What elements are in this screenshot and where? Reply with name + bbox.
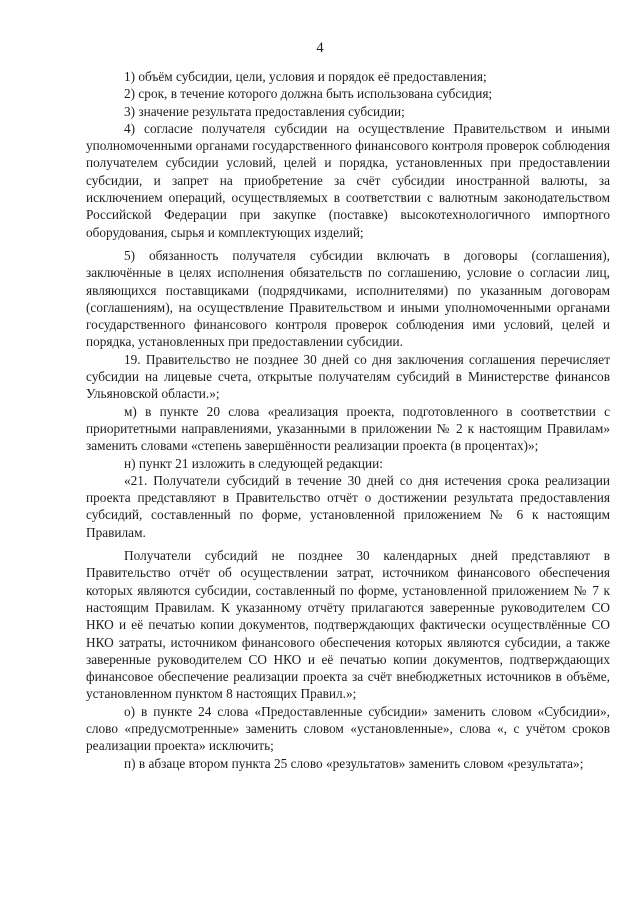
page-number: 4 [316,40,324,56]
paragraph-item-3: 3) значение результата предоставления субсидии; [124,103,405,119]
paragraph-point-21: «21. Получатели субсидий в течение 30 дней со дня истечения срока реализации проекта представляют в Правительство отчёт о достижении результата предоставления субсидий, составленный по форме, установленной приложением № 6 к настоящим Правилам. [86,472,610,540]
paragraph-subitem-m: м) в пункте 20 слова «реализация проекта, подготовленного в соответствии с приоритетными направлениями, указанными в приложении № 2 к настоящим Правилам» заменить словами «степень завершённости реализации проекта (в процентах)»; [86,403,610,454]
paragraph-point-21-part-2: Получатели субсидий не позднее 30 календарных дней представляют в Правительство отчёт об осуществлении затрат, источником финансового обеспечения которых являются субсидии, составленный по форме, установленной приложением № 7 к настоящим Правилам. К указанному отчёту прилагаются заверенные руководителем СО НКО и её печатью копии документов, подтверждающих фактически осуществлённые СО НКО затраты, источником финансового обеспечения которых являются субсидии, а также заверенные руководителем СО НКО и её печатью копии документов, подтверждающих финансовое обеспечение реализации проекта за счёт внебюджетных источников в объёме, установленном пунктом 8 настоящих Правил.»; [86,548,610,702]
paragraph-subitem-p: п) в абзаце втором пункта 25 слово «результатов» заменить словом «результата»; [124,755,584,771]
paragraph-point-19: 19. Правительство не позднее 30 дней со дня заключения соглашения перечисляет субсидии на лицевые счета, открытые получателям субсидий в Министерстве финансов Ульяновской области.»; [86,351,610,402]
document-body [86,68,610,772]
paragraph-subitem-n: н) пункт 21 изложить в следующей редакции: [124,455,383,471]
paragraph-subitem-o: о) в пункте 24 слова «Предоставленные субсидии» заменить словом «Субсидии», слово «предусмотренные» заменить словом «установленные», слова «, с учётом сроков реализации проекта» исключить; [86,703,610,754]
paragraph-item-4: 4) согласие получателя субсидии на осуществление Правительством и иными уполномоченными органами государственного финансового контроля проверок соблюдения получателем субсидии условий, целей и порядка, установленных при предоставлении субсидии, и запрет на приобретение за счёт субсидии иностранной валюты, за исключением операций, осуществляемых в соответствии с валютным законодательством Российской Федерации при закупке (поставке) высокотехнологичного импортного оборудования, сырья и комплектующих изделий; [86,120,610,240]
paragraph-item-5: 5) обязанность получателя субсидии включать в договоры (соглашения), заключённые в целях исполнения обязательств по соглашению, условие о согласии лиц, являющихся поставщиками (подрядчиками, исполнителями) по указанным договорам (соглашениям), на осуществление Правительством и иными уполномоченными органами государственного финансового контроля проверок соблюдения ими условий, целей и порядка, установленных при предоставлении субсидии. [86,247,610,350]
paragraph-item-2: 2) срок, в течение которого должна быть использована субсидия; [124,86,493,102]
paragraph-item-1: 1) объём субсидии, цели, условия и порядок её предоставления; [124,69,487,84]
